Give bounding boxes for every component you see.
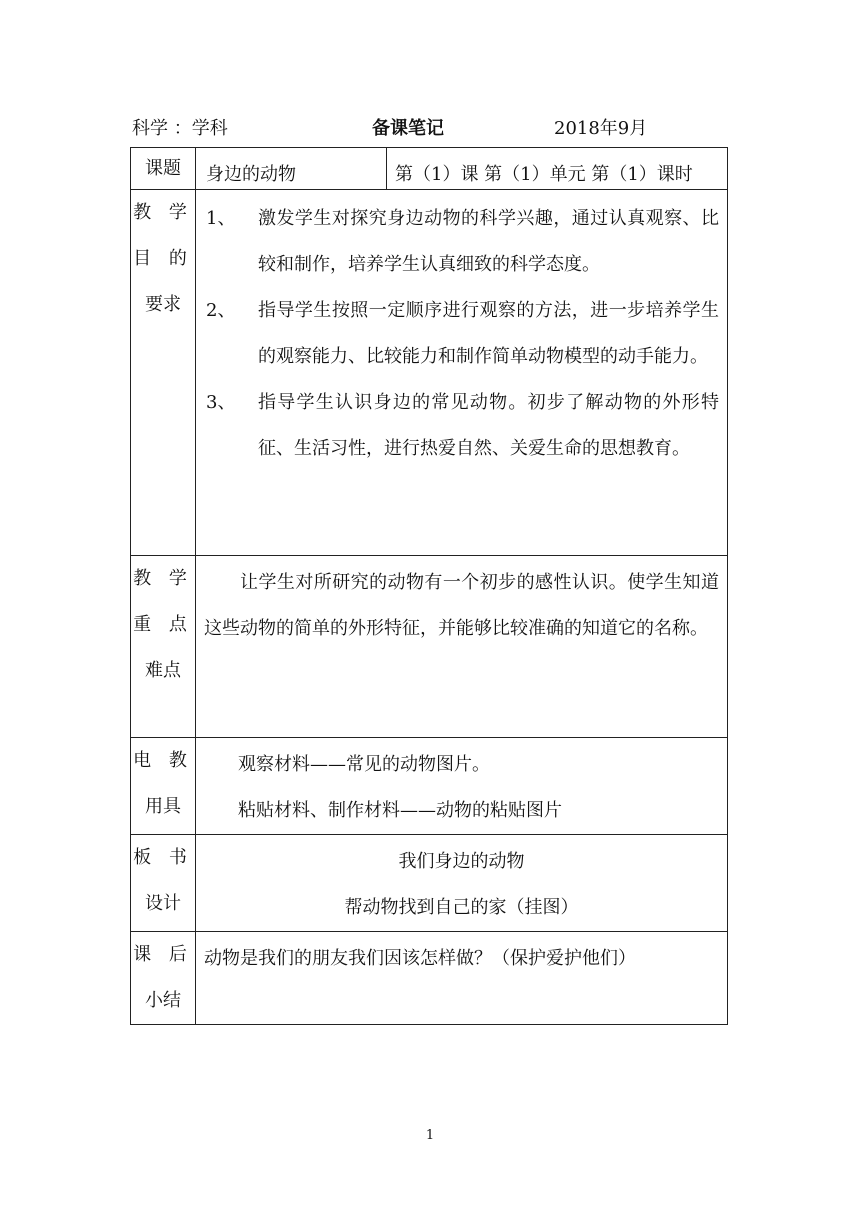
summary-label-cell: [131, 932, 196, 1025]
document-title: 备课笔记: [372, 118, 444, 139]
goal-text: 激发学生对探究身边动物的科学兴趣，通过认真观察、比较和制作，培养学生认真细致的科学态度。: [258, 208, 719, 275]
lesson-info-cell: 第（1）课 第（1）单元 第（1）课时: [387, 148, 728, 190]
board-lines: [196, 835, 727, 931]
board-line: 我们身边的动物: [398, 851, 525, 872]
topic-label-cell: [131, 148, 196, 190]
board-line: 帮动物找到自己的家（挂图）: [344, 897, 579, 918]
summary-label-line: 小结: [145, 990, 181, 1011]
goal-item: [206, 380, 719, 472]
media-label-cell: [131, 738, 196, 835]
subject-label: 科学 ：学科: [132, 118, 228, 139]
page-number: 1: [425, 1128, 435, 1143]
key-points-cell: [196, 556, 728, 738]
board-label-line: 板 书: [133, 847, 193, 868]
goals-label-cell: [131, 190, 196, 556]
media-cell: [196, 738, 728, 835]
board-label-cell: [131, 835, 196, 932]
goals-cell: [196, 190, 728, 556]
media-line: 粘贴材料、制作材料——动物的粘贴图片: [238, 800, 562, 821]
goals-row: [131, 190, 728, 556]
topic-cell: 身边的动物: [196, 148, 387, 190]
goal-number: 1、: [206, 208, 236, 229]
key-label-line: 难点: [145, 660, 181, 681]
media-label-line: 电 教: [133, 750, 193, 771]
goal-number: 3、: [206, 392, 236, 413]
goal-item: [206, 288, 719, 380]
goals-label-line: 目 的: [133, 248, 193, 269]
topic-label: 课题: [145, 158, 181, 179]
goal-text: 指导学生认识身边的常见动物。初步了解动物的外形特征、生活习性，进行热爱自然、关爱生命的思想教育。: [258, 392, 719, 459]
summary-label-line: 课 后: [133, 944, 193, 965]
goal-item: [206, 196, 719, 288]
media-lines: [196, 738, 727, 834]
summary-text: 动物是我们的朋友我们因该怎样做？（保护爱护他们）: [204, 948, 636, 969]
page-header: [132, 114, 728, 144]
media-label-line: 用具: [145, 796, 181, 817]
media-row: [131, 738, 728, 835]
goal-number: 2、: [206, 300, 236, 321]
summary-cell: [196, 932, 728, 1025]
board-cell: [196, 835, 728, 932]
media-line: 观察材料——常见的动物图片。: [238, 754, 490, 775]
board-label-line: 设计: [145, 893, 181, 914]
goal-text: 指导学生按照一定顺序进行观察的方法，进一步培养学生的观察能力、比较能力和制作简单动物模型的动手能力。: [258, 300, 719, 367]
lesson-plan-table: [130, 147, 728, 1025]
key-points-row: [131, 556, 728, 738]
board-row: [131, 835, 728, 932]
summary-row: [131, 932, 728, 1025]
key-label-line: 重 点: [133, 614, 193, 635]
key-label-line: 教 学: [133, 568, 193, 589]
key-label-cell: [131, 556, 196, 738]
goals-list: [196, 190, 727, 478]
goals-label-line: 教 学: [133, 202, 193, 223]
goals-label-line: 要求: [145, 294, 181, 315]
key-points-text: 让学生对所研究的动物有一个初步的感性认识。使学生知道这些动物的简单的外形特征，并能够比较准确的知道它的名称。: [204, 572, 719, 639]
date-label: 2018年9月: [554, 118, 648, 139]
topic-row: [131, 148, 728, 190]
